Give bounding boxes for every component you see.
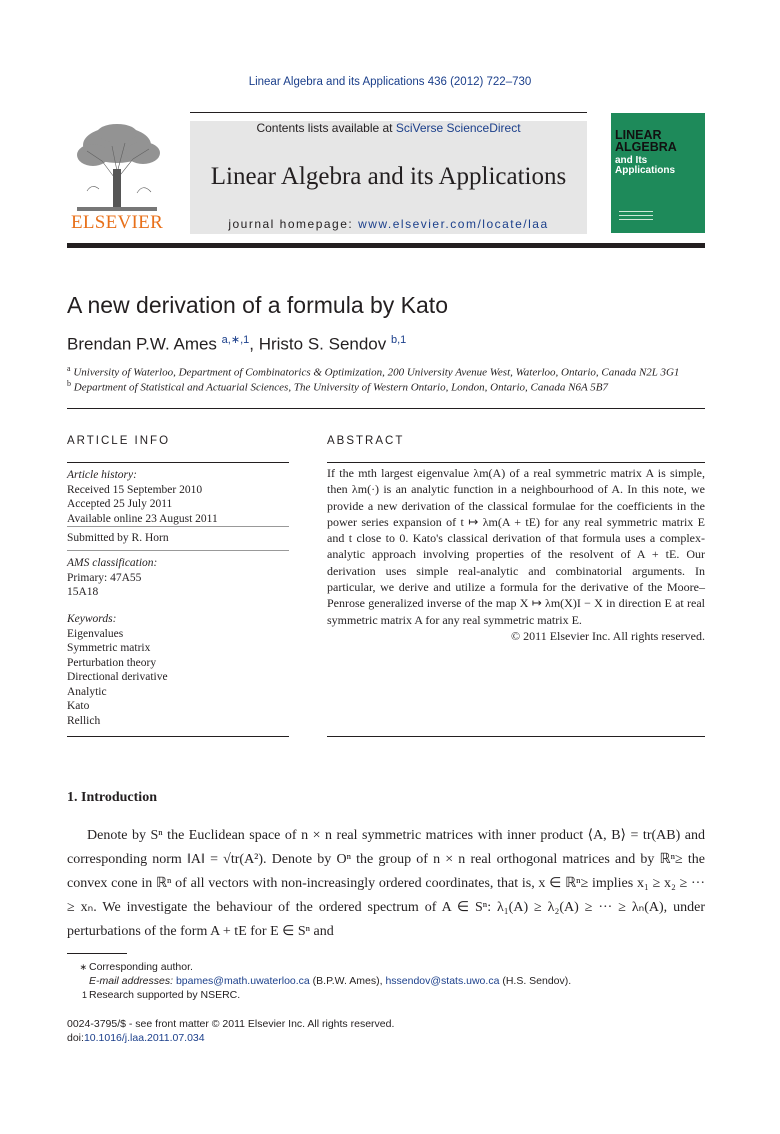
author-sendov-affil[interactable]: b,1 [391, 334, 407, 346]
homepage-line [190, 217, 587, 231]
abstract-heading: ABSTRACT [327, 435, 405, 447]
cover-title: LINEAR ALGEBRA [615, 128, 677, 154]
keyword: Directional derivative [67, 671, 168, 683]
article-info-rule [67, 462, 289, 463]
keyword: Rellich [67, 714, 101, 727]
intro-paragraph: Denote by Sⁿ the Euclidean space of n × n real symmetric matrices with inner product ⟨A, B⟩ = tr(AB) and corresponding norm ‖A‖ = √tr(A²). Denote by Oⁿ the group of n × n real orthogonal matrices and by ℝⁿ≥ the convex cone in ℝⁿ of all vectors with non-increasingly ordered coordinates, that is, x ∈ ℝⁿ≥ implies x₁ ≥ x₂ ≥ ··· ≥ xₙ. We investigate the behaviour of the ordered spectrum of A ∈ Sⁿ: λ₁(A) ≥ λ₂(A) ≥ ··· ≥ λₙ(A), under perturbations of the form A + tE for E ∈ Sⁿ and [67, 828, 705, 939]
contents-prefix: Contents lists available at [256, 121, 396, 135]
footnote-corresponding: ∗ Corresponding author. [79, 961, 193, 973]
affiliation-rule [67, 408, 705, 409]
journal-citation[interactable]: Linear Algebra and its Applications 436 (2012) 722–730 [248, 76, 532, 88]
homepage-link[interactable]: www.elsevier.com/locate/laa [358, 217, 549, 231]
sciencedirect-link[interactable]: SciVerse ScienceDirect [395, 121, 521, 135]
journal-name: Linear Algebra and its Applications [210, 163, 567, 190]
footnote-funding: 1 Research supported by NSERC. [81, 989, 241, 1001]
author-list [67, 333, 406, 355]
abstract-body [327, 465, 705, 644]
email-ames-link[interactable]: bpames@math.uwaterloo.ca [175, 975, 310, 987]
elsevier-wordmark: ELSEVIER [70, 212, 164, 233]
footnote-emails: E-mail addresses: bpames@math.uwaterloo.ca (B.P.W. Ames), hssendov@stats.uwo.ca (H.S. Sendov). [89, 975, 572, 987]
ams-classification: AMS classification: Primary: 47A55 15A18 [67, 557, 158, 598]
footnotes [67, 960, 571, 1002]
introduction-body [67, 824, 705, 944]
affiliation-a: $^a$ University of Waterloo, Department of Combinatorics & Optimization, 200 University Avenue West, Waterloo, Ontario, Canada N2L 3G1 [67, 364, 680, 379]
elsevier-logo[interactable] [67, 121, 167, 234]
keyword: Symmetric matrix [67, 642, 151, 654]
cover-decoration [619, 211, 653, 223]
submitted-rule [67, 550, 289, 551]
header-rule [190, 112, 587, 113]
article-history: Article history: Received 15 September 2010 Accepted 25 July 2011 Available online 23 August 2011 [67, 469, 218, 525]
doi-link[interactable]: 10.1016/j.laa.2011.07.034 [83, 1032, 205, 1044]
keyword: Analytic [67, 685, 107, 698]
contents-line [190, 121, 587, 135]
journal-masthead [190, 121, 587, 234]
history-rule [67, 526, 289, 527]
abstract-copyright: © 2011 Elsevier Inc. All rights reserved. [511, 628, 705, 643]
keywords-block: Keywords: Eigenvalues Symmetric matrix Perturbation theory Directional derivative Analytic Kato Rellich [67, 613, 168, 727]
author-sendov[interactable]: Hristo S. Sendov [258, 334, 387, 354]
submitted-by: Submitted by R. Horn [67, 532, 169, 544]
elsevier-tree-icon [67, 121, 167, 213]
author-ames-affil[interactable]: a,∗,1 [221, 334, 250, 346]
cover-subtitle: and Its Applications [615, 155, 676, 176]
abstract-rule [327, 462, 705, 463]
keyword: Perturbation theory [67, 656, 157, 669]
article-info-bottom-rule [67, 736, 289, 737]
author-ames[interactable]: Brendan P.W. Ames [67, 334, 217, 354]
masthead-rule [67, 243, 705, 248]
email-sendov-link[interactable]: hssendov@stats.uwo.ca [385, 975, 500, 987]
footnote-rule [67, 953, 127, 954]
front-matter [67, 1017, 394, 1045]
article-title: A new derivation of a formula by Kato [67, 292, 448, 318]
abstract-bottom-rule [327, 736, 705, 737]
author-separator: , [249, 334, 259, 354]
abstract-text: If the mth largest eigenvalue λm(A) of a real symmetric matrix A is simple, then λm(·) is an analytic function in a neighbourhood of A. In this note, we provide a new derivation of the classical formulae for the coefficients in the power series expansion of t ↦ λm(A + tE) for any real symmetric matrix E and t close to 0. Kato's classical derivation of that formula uses a complex-analytic approach involving properties of the resolvent of A + tE. Our derivation uses simple real-analytic and combinatorial arguments. In particular, we derive and utilize a formula for the derivative of the Moore–Penrose generalized inverse of the map X ↦ λm(X)I − X in direction E at real symmetric matrix A for any real symmetric matrix E. [327, 466, 705, 627]
doi-line: doi:10.1016/j.laa.2011.07.034 [67, 1032, 205, 1044]
issn-line: 0024-3795/$ - see front matter © 2011 Elsevier Inc. All rights reserved. [67, 1018, 395, 1030]
keyword: Kato [67, 700, 90, 712]
affiliation-b: $^b$ Department of Statistical and Actuarial Sciences, The University of Western Ontario, London, Ontario, Canada N6A 5B7 [67, 379, 608, 394]
homepage-prefix: journal homepage: [228, 217, 359, 231]
article-info-heading: ARTICLE INFO [67, 435, 171, 447]
journal-cover[interactable] [611, 113, 705, 233]
keyword: Eigenvalues [67, 627, 124, 640]
section-heading-introduction: 1. Introduction [67, 790, 157, 805]
